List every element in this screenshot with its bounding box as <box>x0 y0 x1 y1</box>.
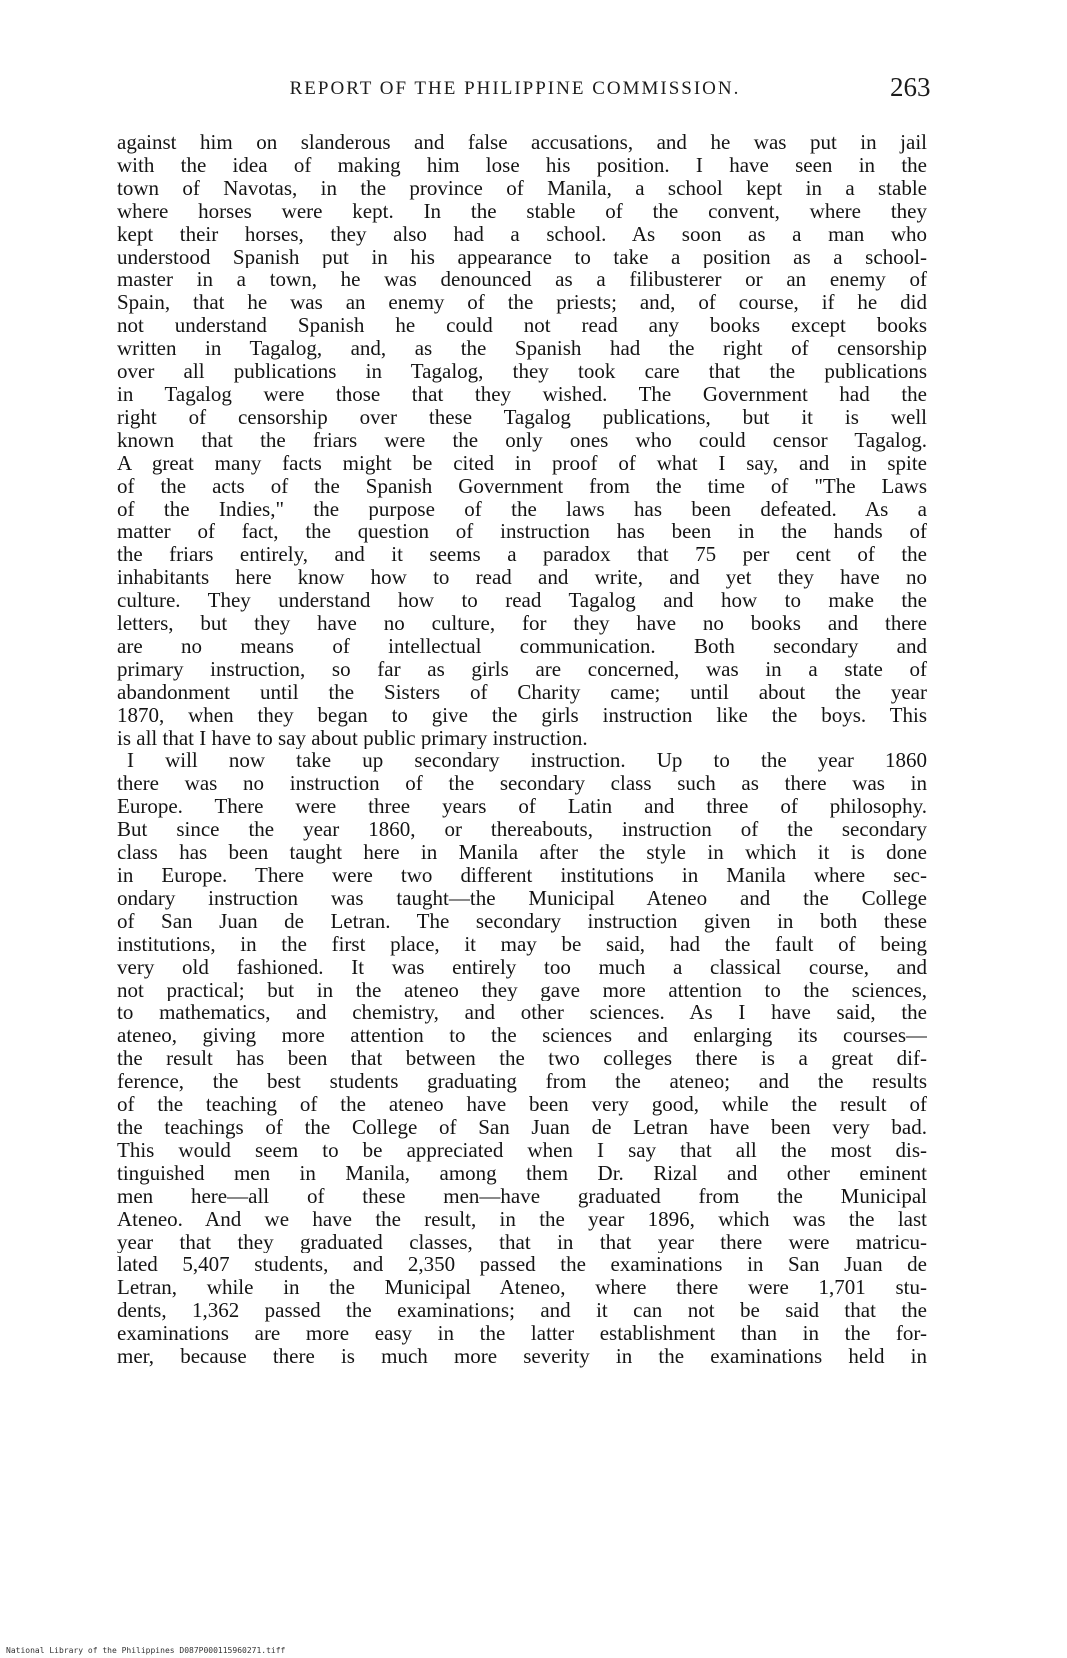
text-line: A great many facts might be cited in proof of what I say, and in spite <box>117 451 927 475</box>
text-line: there was no instruction of the secondary class such as there was in <box>117 772 927 796</box>
text-line: the result has been that between the two colleges there is a great dif- <box>117 1047 927 1071</box>
text-line: not understand Spanish he could not read any books except books <box>117 314 927 338</box>
page-header <box>0 0 1067 120</box>
text-line: of San Juan de Letran. The secondary instruction given in both these <box>117 909 927 933</box>
text-line: master in a town, he was denounced as a filibusterer or an enemy of <box>117 268 927 292</box>
text-line: town of Navotas, in the province of Manila, a school kept in a stable <box>117 176 927 200</box>
text-line: Letran, while in the Municipal Ateneo, where there were 1,701 stu- <box>117 1276 927 1300</box>
text-line: Spain, that he was an enemy of the priests; and, of course, if he did <box>117 291 927 315</box>
text-line: to mathematics, and chemistry, and other sciences. As I have said, the <box>117 1001 927 1025</box>
text-line: written in Tagalog, and, as the Spanish had the right of censorship <box>117 337 927 361</box>
running-title: REPORT OF THE PHILIPPINE COMMISSION. <box>289 78 741 99</box>
scan-source-label: National Library of the Philippines D087P000115960271.tiff <box>6 1646 286 1655</box>
text-line: are no means of intellectual communication. Both secondary and <box>117 634 927 658</box>
text-line: 1870, when they began to give the girls instruction like the boys. This <box>117 703 927 727</box>
text-line: This would seem to be appreciated when I say that all the most dis- <box>117 1138 927 1162</box>
text-line: of the teaching of the ateneo have been very good, while the result of <box>117 1093 927 1116</box>
text-line: men here—all of these men—have graduated from the Municipal <box>117 1184 927 1208</box>
text-line: very old fashioned. It was entirely too much a classical course, and <box>117 955 927 979</box>
paragraph-end-line: is all that I have to say about public primary instruction. <box>117 726 588 750</box>
text-line: where horses were kept. In the stable of the convent, where they <box>117 199 927 223</box>
text-line: against him on slanderous and false accusations, and he was put in jail <box>117 131 927 154</box>
text-line: matter of fact, the question of instruction has been in the hands of <box>117 520 927 544</box>
text-line: culture. They understand how to read Tagalog and how to make the <box>117 589 927 613</box>
text-line: abandonment until the Sisters of Charity came; until about the year <box>117 680 927 704</box>
text-line: examinations are more easy in the latter establishment than in the for- <box>117 1322 927 1346</box>
text-line: ference, the best students graduating from the ateneo; and the results <box>117 1070 927 1094</box>
text-line: known that the friars were the only ones who could censor Tagalog. <box>117 428 927 452</box>
text-line: the teachings of the College of San Juan de Letran have been very bad. <box>117 1115 927 1139</box>
page-number: 263 <box>890 72 931 102</box>
text-line: Ateneo. And we have the result, in the year 1896, which was the last <box>117 1207 927 1231</box>
text-line: over all publications in Tagalog, they took care that the publications <box>117 360 927 383</box>
text-line: dents, 1,362 passed the examinations; and it can not be said that the <box>117 1299 927 1323</box>
text-line: Europe. There were three years of Latin and three of philosophy. <box>117 795 927 819</box>
text-line: But since the year 1860, or thereabouts, instruction of the secondary <box>117 818 927 842</box>
text-line: institutions, in the first place, it may be said, had the fault of being <box>117 932 927 956</box>
text-line: mer, because there is much more severity in the examinations held in <box>117 1345 927 1368</box>
text-line: in Tagalog were those that they wished. The Government had the <box>117 382 927 406</box>
text-line: lated 5,407 students, and 2,350 passed the examinations in San Juan de <box>117 1253 927 1277</box>
text-line: not practical; but in the ateneo they gave more attention to the sciences, <box>117 978 927 1002</box>
text-line: of the Indies," the purpose of the laws has been defeated. As a <box>117 497 927 521</box>
text-line: primary instruction, so far as girls are concerned, was in a state of <box>117 657 927 681</box>
text-line: tinguished men in Manila, among them Dr. Rizal and other eminent <box>117 1161 927 1185</box>
text-line: right of censorship over these Tagalog publications, but it is well <box>117 405 927 429</box>
text-line: kept their horses, they also had a school. As soon as a man who <box>117 222 927 246</box>
paragraph-start-line: I will now take up secondary instruction. Up to the year 1860 <box>127 749 927 773</box>
text-line: year that they graduated classes, that in that year there were matricu- <box>117 1230 927 1254</box>
text-line: letters, but they have no culture, for they have no books and there <box>117 612 927 635</box>
text-line: the friars entirely, and it seems a paradox that 75 per cent of the <box>117 543 927 567</box>
text-line: ateneo, giving more attention to the sciences and enlarging its courses— <box>117 1024 927 1048</box>
text-line: understood Spanish put in his appearance to take a position as a school- <box>117 245 927 269</box>
text-line: inhabitants here know how to read and write, and yet they have no <box>117 566 927 590</box>
text-line: in Europe. There were two different institutions in Manila where sec- <box>117 864 927 887</box>
text-line: class has been taught here in Manila after the style in which it is done <box>117 841 927 864</box>
text-line: of the acts of the Spanish Government from the time of "The Laws <box>117 474 927 498</box>
text-line: with the idea of making him lose his position. I have seen in the <box>117 153 927 177</box>
scan-footer <box>6 1646 406 1658</box>
body-text <box>117 131 927 1368</box>
text-line: ondary instruction was taught—the Municipal Ateneo and the College <box>117 886 927 910</box>
